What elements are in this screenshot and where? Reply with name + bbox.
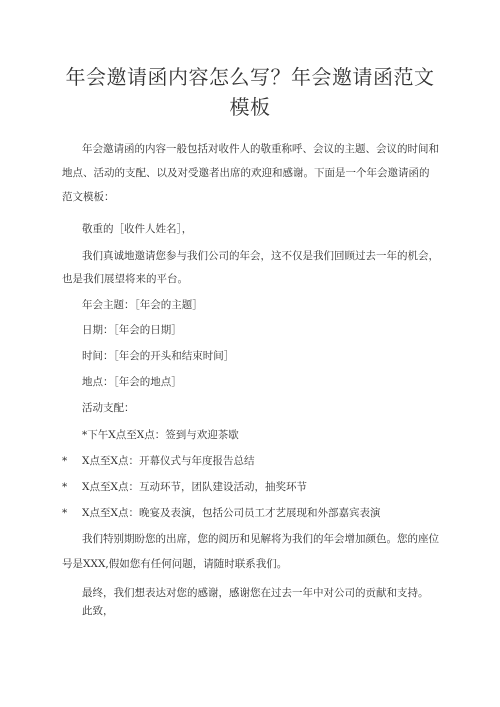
- schedule-item-1: [82, 428, 239, 442]
- title-line-2: 模板: [229, 95, 271, 119]
- schedule-item-2: [62, 454, 254, 468]
- intro-line-1: 年会邀请函的内容一般包括对收件人的敬重称呼、会议的主题、会议的时间和: [82, 143, 439, 155]
- schedule-item-3: [62, 480, 307, 494]
- schedule-text: X点至X点：开幕仪式与年度报告总结: [82, 455, 255, 467]
- schedule-text: 下午X点至X点：签到与欢迎茶歇: [87, 429, 239, 441]
- body2-line-2: 号是XXX,假如您有任何问题，请随时联系我们。: [62, 558, 288, 570]
- schedule-text: X点至X点：晚宴及表演，包括公司员工才艺展现和外部嘉宾表演: [82, 507, 381, 519]
- date-line: 日期：［年会的日期］: [82, 324, 182, 336]
- activity-label: 活动支配：: [82, 402, 135, 414]
- closing-line-2: 此致，: [82, 605, 114, 617]
- schedule-star: *: [62, 455, 68, 467]
- schedule-text: X点至X点：互动环节，团队建设活动，抽奖环节: [82, 481, 307, 493]
- document-title: [40, 62, 460, 122]
- title-line-1: 年会邀请函内容怎么写？年会邀请函范文: [65, 65, 435, 89]
- body1-line-2: 也是我们展望将来的平台。: [62, 273, 188, 285]
- schedule-star: *: [82, 429, 88, 441]
- schedule-star: *: [62, 507, 68, 519]
- time-line: 时间：［年会的开头和结束时间］: [82, 350, 235, 362]
- theme-line: 年会主题：［年会的主题］: [82, 299, 203, 311]
- schedule-star: *: [62, 481, 68, 493]
- schedule-item-4: [62, 506, 380, 520]
- body1-line-1: 我们真诚地邀请您参与我们公司的年会，这不仅是我们回顾过去一年的机会，: [82, 250, 439, 262]
- salutation: 敬重的［收件人姓名］，: [82, 223, 193, 235]
- intro-line-3: 范文模板：: [62, 191, 115, 203]
- place-line: 地点：［年会的地点］: [82, 376, 182, 388]
- closing-line-1: 最终，我们想表达对您的感谢，感谢您在过去一年中对公司的贡献和支持。: [82, 587, 429, 599]
- intro-line-2: 地点、活动的支配、以及对受邀者出席的欢迎和感谢。下面是一个年会邀请函的: [62, 167, 430, 179]
- body2-line-1: 我们特别期盼您的出席，您的阅历和见解将为我们的年会增加颜色。您的座位: [82, 533, 439, 545]
